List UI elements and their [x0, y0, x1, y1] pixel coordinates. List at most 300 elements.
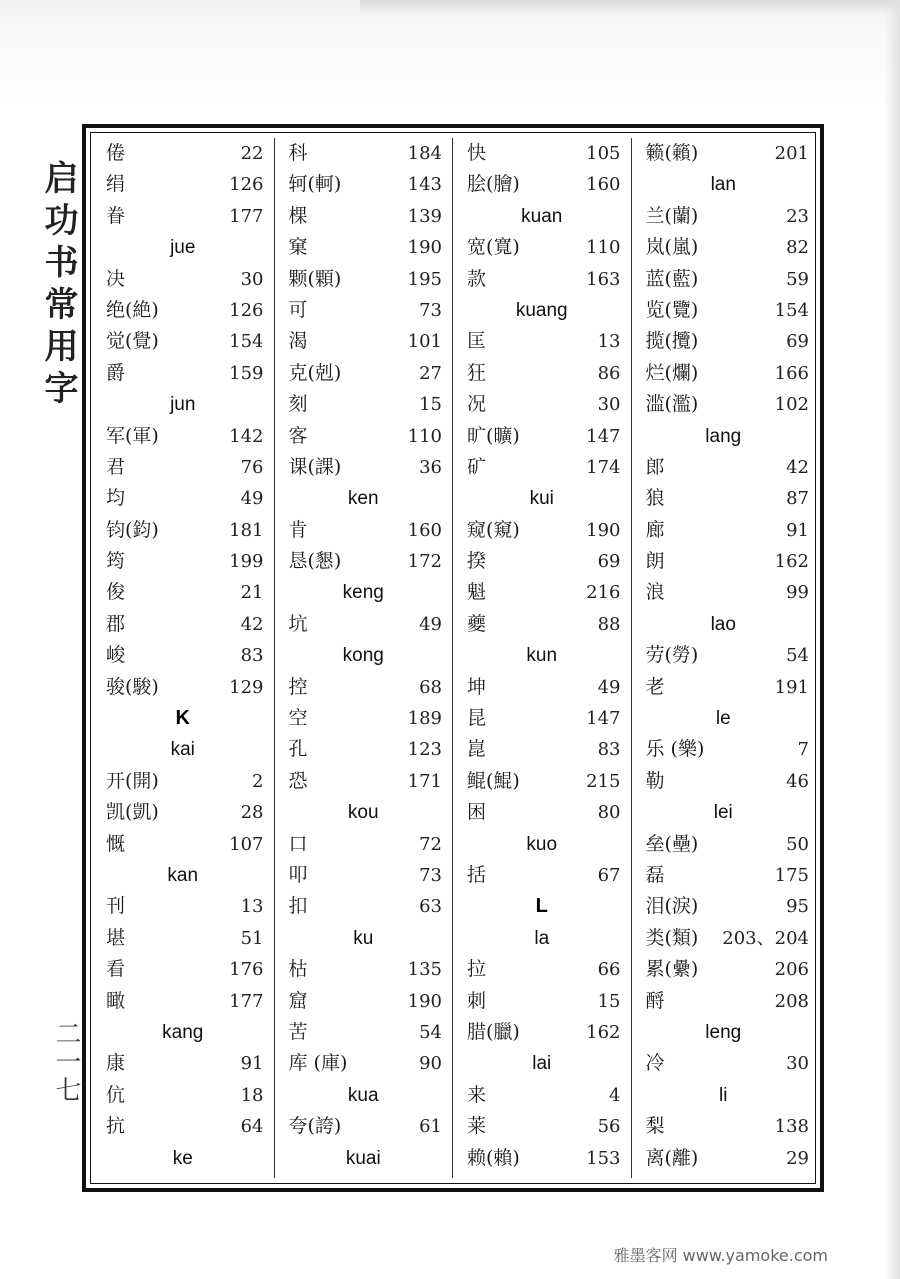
- entry-page-number: 2: [252, 770, 264, 792]
- index-entry: [92, 169, 274, 200]
- scan-shadow-right: [884, 0, 900, 1279]
- index-entry: [632, 326, 815, 357]
- pinyin-heading: lang: [705, 425, 742, 447]
- index-entry: [92, 1048, 274, 1079]
- entry-character: 兰(蘭): [645, 204, 699, 227]
- entry-character: 坑: [288, 612, 308, 635]
- entry-character: 勒: [645, 769, 665, 792]
- index-entry: [275, 954, 453, 985]
- index-entry: [632, 672, 815, 703]
- entry-character: 叩: [288, 863, 308, 886]
- index-entry: [453, 264, 631, 295]
- index-entry: [453, 326, 631, 357]
- entry-page-number: 13: [597, 331, 621, 353]
- entry-character: 酹: [645, 989, 665, 1012]
- pinyin-heading: lao: [710, 613, 736, 635]
- pinyin-heading: kuo: [526, 833, 558, 855]
- entry-page-number: 83: [597, 739, 621, 761]
- index-entry: [632, 483, 815, 514]
- entry-page-number: 190: [407, 237, 442, 259]
- entry-character: 腊(臘): [467, 1020, 520, 1043]
- entry-page-number: 29: [786, 1147, 809, 1169]
- index-column-2: [274, 138, 453, 1178]
- pinyin-heading: kai: [170, 739, 195, 761]
- entry-character: 颗(顆): [288, 267, 342, 290]
- entry-character: 恐: [288, 769, 308, 792]
- index-entry: [92, 797, 274, 828]
- index-entry: [632, 734, 815, 765]
- entry-character: 鲲(鯤): [467, 769, 520, 792]
- index-entry: [632, 640, 815, 671]
- index-entry: [275, 421, 453, 452]
- entry-character: 狼: [645, 487, 665, 510]
- entry-page-number: 107: [229, 833, 264, 855]
- entry-page-number: 147: [586, 425, 621, 447]
- entry-page-number: 80: [597, 802, 621, 824]
- entry-character: 控: [288, 675, 308, 698]
- entry-page-number: 90: [419, 1053, 442, 1075]
- index-entry: [453, 1111, 631, 1142]
- entry-character: 窥(窺): [467, 518, 520, 541]
- index-entry: [632, 232, 815, 263]
- entry-character: 钧(鈞): [106, 518, 159, 541]
- index-entry: [632, 1111, 815, 1142]
- entry-page-number: 129: [229, 676, 264, 698]
- entry-character: 眷: [106, 204, 126, 227]
- index-entry: [453, 734, 631, 765]
- entry-page-number: 86: [597, 362, 621, 384]
- index-entry: [632, 986, 815, 1017]
- entry-page-number: 105: [586, 143, 621, 164]
- entry-page-number: 15: [597, 990, 621, 1012]
- index-entry: [275, 672, 453, 703]
- index-entry: [92, 138, 274, 169]
- index-entry: [275, 169, 453, 200]
- index-entry: [92, 1111, 274, 1142]
- entry-character: 筠: [106, 550, 126, 573]
- entry-character: 廊: [645, 518, 665, 541]
- site-watermark: 雅墨客网 www.yamoke.com: [613, 1246, 828, 1265]
- entry-character: 窠: [288, 236, 308, 259]
- pinyin-heading: li: [719, 1084, 728, 1106]
- index-entry: [632, 1048, 815, 1079]
- index-entry: [92, 672, 274, 703]
- entry-page-number: 159: [229, 362, 264, 384]
- index-entry: [632, 389, 815, 420]
- index-entry: [453, 389, 631, 420]
- entry-page-number: 4: [609, 1084, 621, 1106]
- entry-character: 苦: [288, 1020, 308, 1043]
- index-entry: [453, 766, 631, 797]
- entry-page-number: 147: [586, 708, 621, 730]
- entry-page-number: 215: [586, 770, 621, 792]
- entry-character: 轲(軻): [288, 173, 342, 196]
- index-entry: [275, 326, 453, 357]
- index-entry: [632, 452, 815, 483]
- entry-character: 刊: [106, 895, 126, 918]
- index-entry: [92, 295, 274, 326]
- entry-character: 昆: [467, 707, 487, 730]
- entry-page-number: 36: [419, 456, 442, 478]
- entry-page-number: 110: [586, 237, 621, 259]
- index-column-4: [631, 138, 815, 1178]
- index-column-3: [452, 138, 631, 1178]
- pinyin-heading: lai: [532, 1053, 552, 1075]
- entry-page-number: 63: [419, 896, 442, 918]
- entry-page-number: 13: [240, 896, 264, 918]
- index-entry: [453, 703, 631, 734]
- entry-character: 慨: [106, 832, 126, 855]
- entry-page-number: 162: [774, 551, 809, 573]
- entry-page-number: 191: [774, 676, 809, 698]
- index-entry: [92, 483, 274, 514]
- pinyin-heading: kou: [347, 802, 379, 824]
- entry-page-number: 23: [786, 205, 809, 227]
- index-entry: [632, 891, 815, 922]
- entry-character: 伉: [106, 1083, 126, 1106]
- index-entry: [453, 860, 631, 891]
- index-entry: [453, 232, 631, 263]
- entry-page-number: 101: [407, 331, 442, 353]
- index-entry: [632, 138, 815, 169]
- pinyin-heading: kuan: [521, 205, 563, 227]
- entry-page-number: 42: [240, 613, 264, 635]
- entry-page-number: 135: [407, 959, 442, 981]
- entry-page-number: 102: [774, 394, 809, 416]
- entry-page-number: 73: [419, 864, 442, 886]
- entry-character: 客: [288, 424, 308, 447]
- entry-character: 累(纍): [645, 958, 699, 981]
- entry-page-number: 177: [229, 990, 264, 1012]
- letter-heading: K: [175, 707, 190, 730]
- pinyin-heading: le: [715, 708, 731, 730]
- entry-character: 骏(駿): [106, 675, 159, 698]
- entry-page-number: 172: [407, 551, 442, 573]
- entry-page-number: 138: [774, 1116, 809, 1138]
- entry-character: 宽(寬): [467, 236, 520, 259]
- entry-page-number: 56: [597, 1116, 621, 1138]
- entry-page-number: 99: [786, 582, 809, 604]
- pinyin-heading: kuang: [515, 299, 568, 321]
- index-entry: [453, 609, 631, 640]
- index-entry: [632, 829, 815, 860]
- entry-character: 赖(賴): [467, 1146, 520, 1169]
- index-entry: [275, 515, 453, 546]
- entry-page-number: 139: [407, 205, 442, 227]
- pinyin-heading: keng: [342, 582, 384, 604]
- entry-character: 刺: [467, 989, 487, 1012]
- pinyin-heading: lan: [710, 174, 736, 196]
- index-entry: [92, 640, 274, 671]
- entry-page-number: 142: [229, 425, 264, 447]
- entry-page-number: 91: [240, 1053, 264, 1075]
- entry-page-number: 206: [774, 959, 809, 981]
- entry-page-number: 195: [407, 268, 442, 290]
- entry-character: 俊: [106, 581, 126, 604]
- pinyin-heading: kang: [162, 1021, 204, 1043]
- entry-character: 窟: [288, 989, 308, 1012]
- entry-page-number: 22: [240, 143, 264, 164]
- entry-page-number: 66: [597, 959, 621, 981]
- entry-page-number: 177: [229, 205, 264, 227]
- entry-page-number: 160: [586, 174, 621, 196]
- entry-page-number: 181: [229, 519, 264, 541]
- index-entry: [275, 609, 453, 640]
- entry-character: 均: [106, 487, 126, 510]
- entry-page-number: 54: [419, 1021, 442, 1043]
- entry-page-number: 50: [786, 833, 809, 855]
- pinyin-heading: kui: [529, 488, 554, 510]
- index-entry: [275, 201, 453, 232]
- entry-character: 绝(絶): [106, 298, 159, 321]
- entry-page-number: 73: [419, 299, 442, 321]
- entry-character: 岚(嵐): [645, 236, 699, 259]
- entry-page-number: 30: [597, 394, 621, 416]
- entry-character: 朗: [645, 550, 665, 573]
- entry-page-number: 208: [774, 990, 809, 1012]
- entry-page-number: 30: [240, 268, 264, 290]
- pinyin-heading: kua: [347, 1084, 379, 1106]
- index-entry: [453, 546, 631, 577]
- index-entry: [92, 326, 274, 357]
- entry-character: 孔: [288, 738, 308, 761]
- pinyin-heading: lei: [713, 802, 733, 824]
- entry-character: 堪: [106, 926, 126, 949]
- entry-page-number: 83: [240, 645, 264, 667]
- entry-page-number: 190: [586, 519, 621, 541]
- index-entry: [92, 201, 274, 232]
- entry-character: 决: [106, 267, 126, 290]
- entry-character: 烂(爛): [645, 361, 699, 384]
- entry-character: 崑: [467, 738, 487, 761]
- entry-page-number: 166: [774, 362, 809, 384]
- entry-character: 蓝(藍): [645, 267, 699, 290]
- entry-character: 坤: [467, 675, 487, 698]
- index-grid: [92, 138, 815, 1176]
- entry-page-number: 175: [774, 864, 809, 886]
- entry-character: 渴: [288, 330, 308, 353]
- entry-character: 军(軍): [106, 424, 159, 447]
- entry-page-number: 72: [419, 833, 442, 855]
- index-entry: [92, 923, 274, 954]
- entry-page-number: 176: [229, 959, 264, 981]
- entry-character: 枯: [288, 958, 308, 981]
- index-entry: [92, 609, 274, 640]
- entry-character: 课(課): [288, 455, 342, 478]
- entry-character: 泪(淚): [645, 895, 699, 918]
- entry-character: 倦: [106, 142, 126, 164]
- entry-page-number: 49: [419, 613, 442, 635]
- index-entry: [453, 797, 631, 828]
- index-entry: [453, 1080, 631, 1111]
- entry-character: 郎: [645, 455, 665, 478]
- entry-character: 库 (庫): [288, 1052, 348, 1075]
- entry-character: 扣: [288, 895, 308, 918]
- pinyin-heading: jue: [170, 237, 196, 259]
- entry-page-number: 123: [407, 739, 442, 761]
- index-entry: [632, 766, 815, 797]
- entry-character: 克(剋): [288, 361, 342, 384]
- entry-page-number: 64: [240, 1116, 264, 1138]
- entry-character: 来: [467, 1083, 487, 1106]
- entry-page-number: 61: [419, 1116, 442, 1138]
- entry-page-number: 190: [407, 990, 442, 1012]
- entry-page-number: 69: [786, 331, 809, 353]
- entry-page-number: 171: [407, 770, 442, 792]
- entry-page-number: 216: [586, 582, 621, 604]
- entry-character: 夔: [467, 612, 487, 635]
- index-entry: [275, 452, 453, 483]
- entry-page-number: 46: [786, 770, 809, 792]
- entry-character: 磊: [645, 863, 665, 886]
- index-entry: [453, 515, 631, 546]
- entry-page-number: 27: [419, 362, 442, 384]
- entry-page-number: 154: [774, 299, 809, 321]
- entry-character: 离(離): [645, 1146, 699, 1169]
- index-entry: [92, 577, 274, 608]
- entry-character: 口: [288, 832, 308, 855]
- entry-page-number: 201: [774, 143, 809, 164]
- entry-character: 匡: [467, 330, 487, 353]
- index-entry: [92, 1080, 274, 1111]
- entry-page-number: 162: [586, 1021, 621, 1043]
- index-entry: [275, 232, 453, 263]
- entry-character: 括: [467, 863, 487, 886]
- index-entry: [275, 766, 453, 797]
- entry-page-number: 199: [229, 551, 264, 573]
- entry-page-number: 59: [786, 268, 809, 290]
- entry-page-number: 76: [240, 456, 264, 478]
- index-entry: [453, 672, 631, 703]
- entry-character: 觉(覺): [106, 330, 159, 353]
- entry-character: 况: [467, 393, 487, 416]
- pinyin-heading: kong: [342, 645, 384, 667]
- entry-character: 君: [106, 455, 126, 478]
- index-entry: [453, 358, 631, 389]
- entry-page-number: 160: [407, 519, 442, 541]
- entry-page-number: 110: [407, 425, 442, 447]
- index-entry: [92, 515, 274, 546]
- entry-character: 棵: [288, 204, 308, 227]
- entry-character: 困: [467, 801, 487, 824]
- entry-character: 旷(曠): [467, 424, 520, 447]
- index-entry: [453, 452, 631, 483]
- entry-character: 魁: [467, 581, 487, 604]
- index-entry: [453, 138, 631, 169]
- entry-page-number: 126: [229, 174, 264, 196]
- index-entry: [275, 389, 453, 420]
- index-entry: [92, 986, 274, 1017]
- entry-page-number: 30: [786, 1053, 809, 1075]
- index-entry: [275, 295, 453, 326]
- entry-character: 拉: [467, 958, 487, 981]
- entry-character: 恳(懇): [288, 550, 342, 573]
- entry-page-number: 174: [586, 456, 621, 478]
- index-entry: [275, 986, 453, 1017]
- entry-page-number: 95: [786, 896, 809, 918]
- entry-character: 类(類): [645, 926, 699, 949]
- entry-character: 揆: [467, 550, 487, 573]
- pinyin-heading: kan: [167, 864, 199, 886]
- index-entry: [275, 358, 453, 389]
- entry-character: 矿: [467, 455, 487, 478]
- entry-page-number: 7: [797, 739, 809, 761]
- index-entry: [275, 1048, 453, 1079]
- index-entry: [275, 138, 453, 169]
- index-entry: [453, 1017, 631, 1048]
- entry-page-number: 203、204: [722, 927, 809, 949]
- entry-character: 科: [288, 142, 308, 164]
- index-entry: [275, 264, 453, 295]
- entry-page-number: 42: [786, 456, 809, 478]
- entry-character: 乐 (樂): [645, 738, 705, 761]
- entry-character: 郡: [106, 612, 126, 635]
- book-title: 启功书常用字: [38, 160, 78, 412]
- index-entry: [92, 891, 274, 922]
- index-entry: [92, 546, 274, 577]
- entry-character: 籁(籟): [645, 142, 699, 164]
- index-entry: [632, 295, 815, 326]
- index-entry: [632, 860, 815, 891]
- entry-character: 刻: [288, 393, 308, 416]
- entry-character: 快: [467, 142, 487, 164]
- index-column-1: [92, 138, 274, 1178]
- index-entry: [453, 577, 631, 608]
- entry-page-number: 49: [240, 488, 264, 510]
- pinyin-heading: ku: [353, 927, 374, 949]
- index-entry: [632, 515, 815, 546]
- entry-character: 康: [106, 1052, 126, 1075]
- index-entry: [92, 954, 274, 985]
- entry-page-number: 153: [586, 1147, 621, 1169]
- entry-character: 开(開): [106, 769, 159, 792]
- index-entry: [275, 1017, 453, 1048]
- pinyin-heading: la: [534, 927, 550, 949]
- page-number: 二一七: [51, 1020, 81, 1104]
- entry-character: 看: [106, 958, 126, 981]
- pinyin-heading: ken: [347, 488, 379, 510]
- entry-page-number: 28: [240, 802, 264, 824]
- scan-shadow-top: [360, 0, 900, 14]
- entry-page-number: 91: [786, 519, 809, 541]
- index-entry: [275, 829, 453, 860]
- entry-character: 可: [288, 298, 308, 321]
- entry-page-number: 49: [597, 676, 621, 698]
- entry-page-number: 163: [586, 268, 621, 290]
- pinyin-heading: kun: [526, 645, 558, 667]
- index-entry: [632, 546, 815, 577]
- index-entry: [92, 829, 274, 860]
- entry-page-number: 189: [407, 708, 442, 730]
- index-entry: [632, 201, 815, 232]
- index-entry: [453, 986, 631, 1017]
- index-entry: [275, 734, 453, 765]
- letter-heading: L: [535, 895, 548, 918]
- index-entry: [275, 860, 453, 891]
- index-entry: [453, 954, 631, 985]
- index-entry: [92, 421, 274, 452]
- index-entry: [632, 1143, 815, 1174]
- index-entry: [632, 264, 815, 295]
- index-entry: [632, 923, 815, 954]
- entry-character: 款: [467, 267, 487, 290]
- index-entry: [92, 452, 274, 483]
- entry-character: 览(覽): [645, 298, 699, 321]
- index-entry: [275, 891, 453, 922]
- entry-page-number: 21: [240, 582, 264, 604]
- pinyin-heading: ke: [172, 1147, 193, 1169]
- index-entry: [92, 358, 274, 389]
